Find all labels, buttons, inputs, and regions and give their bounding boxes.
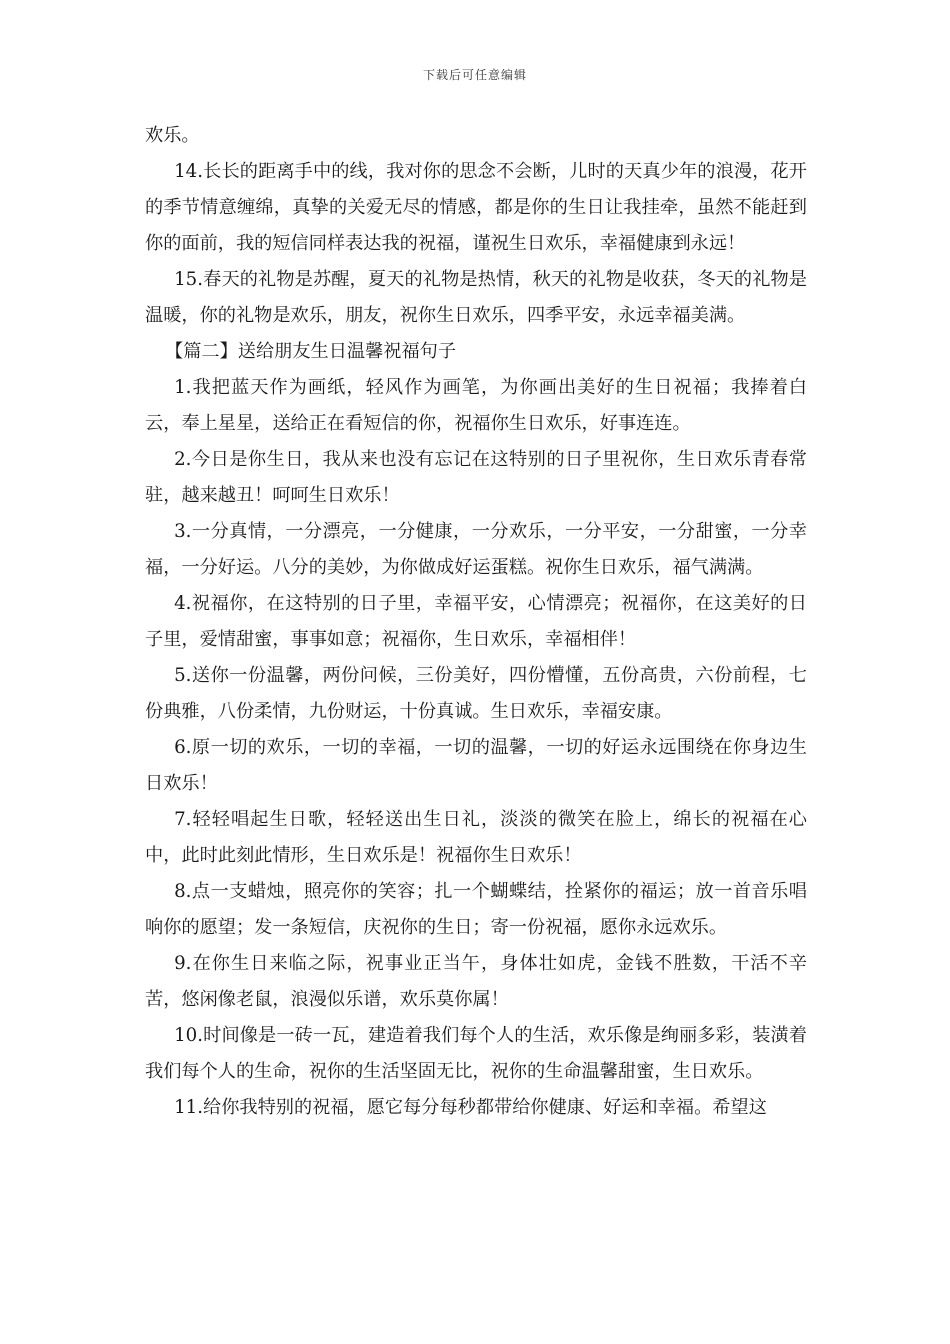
- section-heading: 【篇二】送给朋友生日温馨祝福句子: [165, 341, 457, 362]
- wish-item-7: 7.轻轻唱起生日歌，轻轻送出生日礼，淡淡的微笑在脸上，绵长的祝福在心中，此时此刻此情形，生日欢乐是！祝福你生日欢乐！: [145, 809, 807, 866]
- wish-item-4: 4.祝福你，在这特别的日子里，幸福平安，心情漂亮；祝福你，在这美好的日子里，爱情甜蜜，事事如意；祝福你，生日欢乐，幸福相伴！: [145, 593, 807, 650]
- wish-item-3: 3.一分真情，一分漂亮，一分健康，一分欢乐，一分平安，一分甜蜜，一分幸福，一分好运。八分的美妙，为你做成好运蛋糕。祝你生日欢乐，福气满满。: [145, 521, 807, 578]
- wish-item-8: 8.点一支蜡烛，照亮你的笑容；扎一个蝴蝶结，拴紧你的福运；放一首音乐唱响你的愿望；发一条短信，庆祝你的生日；寄一份祝福，愿你永远欢乐。: [145, 881, 807, 938]
- wish-item-1: 1.我把蓝天作为画纸，轻风作为画笔，为你画出美好的生日祝福；我捧着白云，奉上星星，送给正在看短信的你，祝福你生日欢乐，好事连连。: [145, 377, 807, 434]
- wish-item-11: 11.给你我特别的祝福，愿它每分每秒都带给你健康、好运和幸福。希望这: [174, 1097, 767, 1118]
- page-header: 下载后可任意编辑: [422, 68, 527, 82]
- wish-item-2: 2.今日是你生日，我从来也没有忘记在这特别的日子里祝你，生日欢乐青春常驻，越来越丑！呵呵生日欢乐！: [145, 449, 807, 506]
- document-body: [145, 118, 807, 1126]
- wish-item-15: 15.春天的礼物是苏醒，夏天的礼物是热情，秋天的礼物是收获，冬天的礼物是温暖，你的礼物是欢乐，朋友，祝你生日欢乐，四季平安，永远幸福美满。: [145, 269, 807, 326]
- wish-item-9: 9.在你生日来临之际，祝事业正当午，身体壮如虎，金钱不胜数，干活不辛苦，悠闲像老鼠，浪漫似乐谱，欢乐莫你属！: [145, 953, 807, 1010]
- wish-item-10: 10.时间像是一砖一瓦，建造着我们每个人的生活，欢乐像是绚丽多彩，装潢着我们每个人的生命，祝你的生活坚固无比，祝你的生命温馨甜蜜，生日欢乐。: [145, 1025, 807, 1082]
- wish-item-5: 5.送你一份温馨，两份问候，三份美好，四份懵懂，五份高贵，六份前程，七份典雅，八份柔情，九份财运，十份真诚。生日欢乐，幸福安康。: [145, 665, 807, 722]
- wish-item-14: 14.长长的距离手中的线，我对你的思念不会断，儿时的天真少年的浪漫，花开的季节情意缠绵，真挚的关爱无尽的情感，都是你的生日让我挂牵，虽然不能赶到你的面前，我的短信同样表达我的祝福，谨祝生日欢乐，幸福健康到永远！: [145, 161, 807, 254]
- paragraph-continuation: 欢乐。: [145, 125, 200, 146]
- wish-item-6: 6.原一切的欢乐，一切的幸福，一切的温馨，一切的好运永远围绕在你身边生日欢乐！: [145, 737, 807, 794]
